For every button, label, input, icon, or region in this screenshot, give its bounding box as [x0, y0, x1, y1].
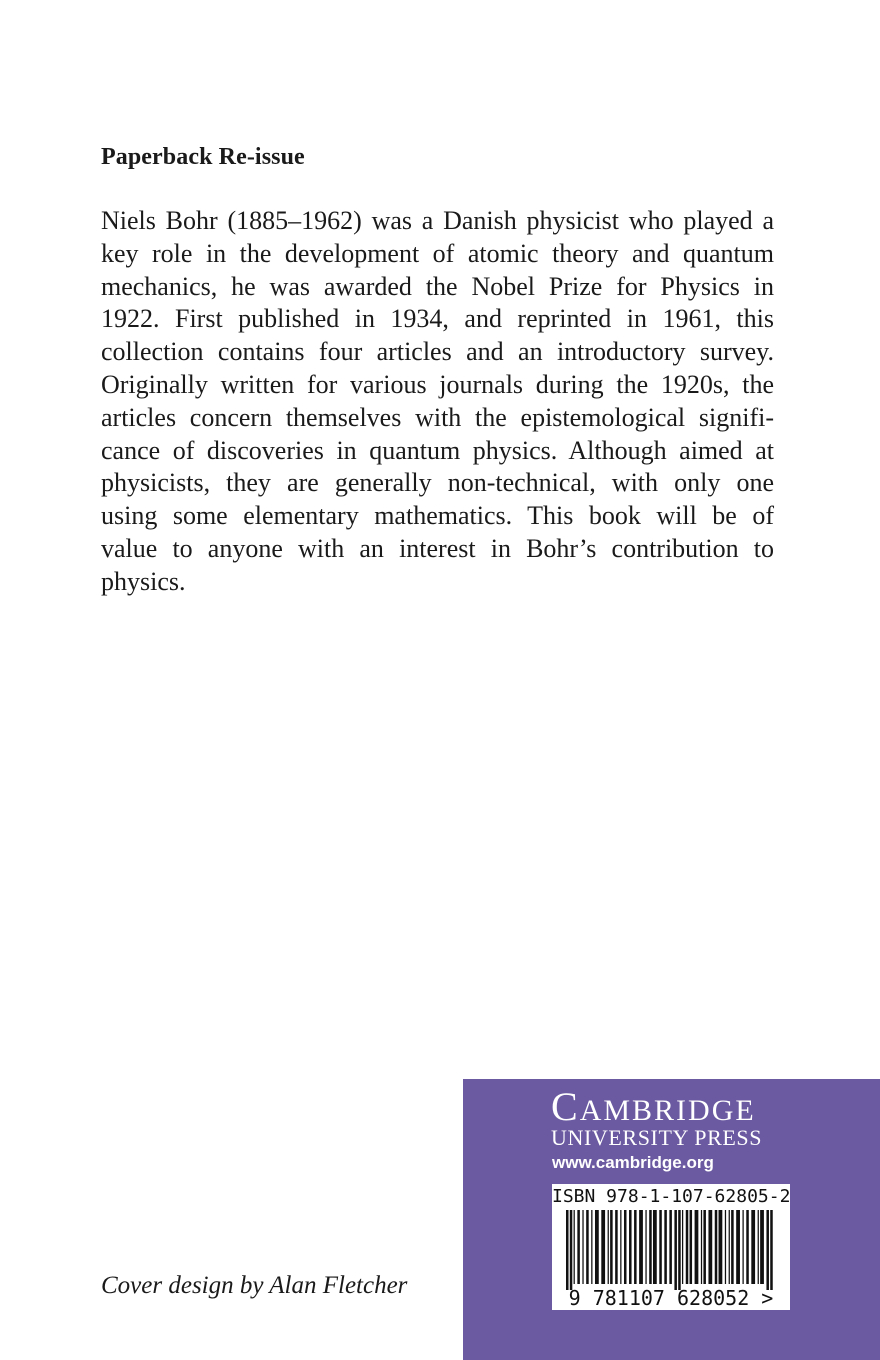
barcode-bar	[746, 1210, 749, 1284]
barcode-bar	[690, 1210, 693, 1284]
barcode-bar	[624, 1210, 627, 1284]
barcode-bar	[731, 1210, 734, 1284]
barcode-bar	[591, 1210, 592, 1284]
barcode-bar	[595, 1210, 599, 1284]
barcode-bar	[715, 1210, 718, 1284]
publisher-name-initial: C	[551, 1084, 580, 1129]
barcode-bar	[674, 1210, 677, 1290]
barcode-bar	[682, 1210, 683, 1284]
barcode-bar	[766, 1210, 769, 1290]
barcode-bar	[601, 1210, 605, 1284]
barcode-bar	[742, 1210, 743, 1284]
publisher-subtitle: UNIVERSITY PRESS	[551, 1125, 763, 1150]
barcode-bar	[770, 1210, 773, 1290]
blurb-line: 1922. First published in 1934, and reprinted in 1961, this	[101, 304, 774, 334]
publisher-name-rest: AMBRIDGE	[579, 1094, 756, 1127]
barcode-bar	[577, 1210, 580, 1284]
blurb-paragraph	[101, 205, 774, 599]
barcode-bar	[703, 1210, 706, 1284]
barcode-bar	[719, 1210, 723, 1284]
barcode-bar	[634, 1210, 637, 1284]
barcode-bar	[645, 1210, 646, 1284]
barcode-bar	[586, 1210, 589, 1284]
blurb-line: using some elementary mathematics. This book will be of	[101, 501, 774, 531]
blurb-line: articles concern themselves with the epistemological signifi-	[101, 402, 774, 432]
barcode-bar	[610, 1210, 613, 1284]
barcode-bar	[729, 1210, 730, 1284]
barcode-bar	[649, 1210, 652, 1284]
barcode-bar	[570, 1210, 573, 1290]
blurb-line: collection contains four articles and an introductory survey.	[101, 337, 774, 367]
barcode-bar	[751, 1210, 755, 1284]
publisher-url: www.cambridge.org	[552, 1153, 714, 1172]
barcode-bar	[669, 1210, 672, 1284]
barcode-bar	[725, 1210, 726, 1284]
barcode-bar	[574, 1210, 575, 1284]
blurb-line: key role in the development of atomic theory and quantum	[101, 238, 774, 268]
blurb-line: physicists, they are generally non-technical, with only one	[101, 468, 774, 498]
blurb-line: mechanics, he was awarded the Nobel Prize for Physics in	[101, 271, 774, 301]
barcode-bar	[629, 1210, 632, 1284]
blurb-line: physics.	[101, 566, 186, 596]
barcode-bar	[708, 1210, 712, 1284]
barcode-bar	[582, 1210, 583, 1284]
barcode-bar	[686, 1210, 689, 1284]
barcode-bar	[695, 1210, 699, 1284]
blurb-line: Niels Bohr (1885–1962) was a Danish physicist who played a	[101, 206, 774, 235]
barcode-bar	[608, 1210, 609, 1284]
barcode-box	[552, 1184, 790, 1310]
barcode-bar	[736, 1210, 740, 1284]
barcode-bar	[701, 1210, 702, 1284]
blurb-line: cance of discoveries in quantum physics. Although aimed at	[101, 435, 774, 465]
blurb-line: Originally written for various journals during the 1920s, the	[101, 369, 774, 399]
barcode-bar	[653, 1210, 657, 1284]
barcode-bar	[615, 1210, 618, 1284]
barcode-bar	[620, 1210, 621, 1284]
heading: Paperback Re-issue	[101, 144, 305, 170]
blurb-line: value to anyone with an interest in Bohr’s contribution to	[101, 533, 774, 563]
barcode-bar	[760, 1210, 764, 1284]
barcode-bar	[659, 1210, 662, 1284]
publisher-panel	[463, 1079, 880, 1360]
barcode-bar	[639, 1210, 643, 1284]
barcode-bar	[678, 1210, 681, 1290]
barcode-bar	[664, 1210, 667, 1284]
barcode-digits: 9 781107 628052 >	[568, 1286, 774, 1310]
isbn-label: ISBN 978-1-107-62805-2	[552, 1186, 791, 1207]
cover-credit: Cover design by Alan Fletcher	[101, 1272, 408, 1299]
barcode-bar	[566, 1210, 569, 1290]
barcode-bar	[758, 1210, 759, 1284]
